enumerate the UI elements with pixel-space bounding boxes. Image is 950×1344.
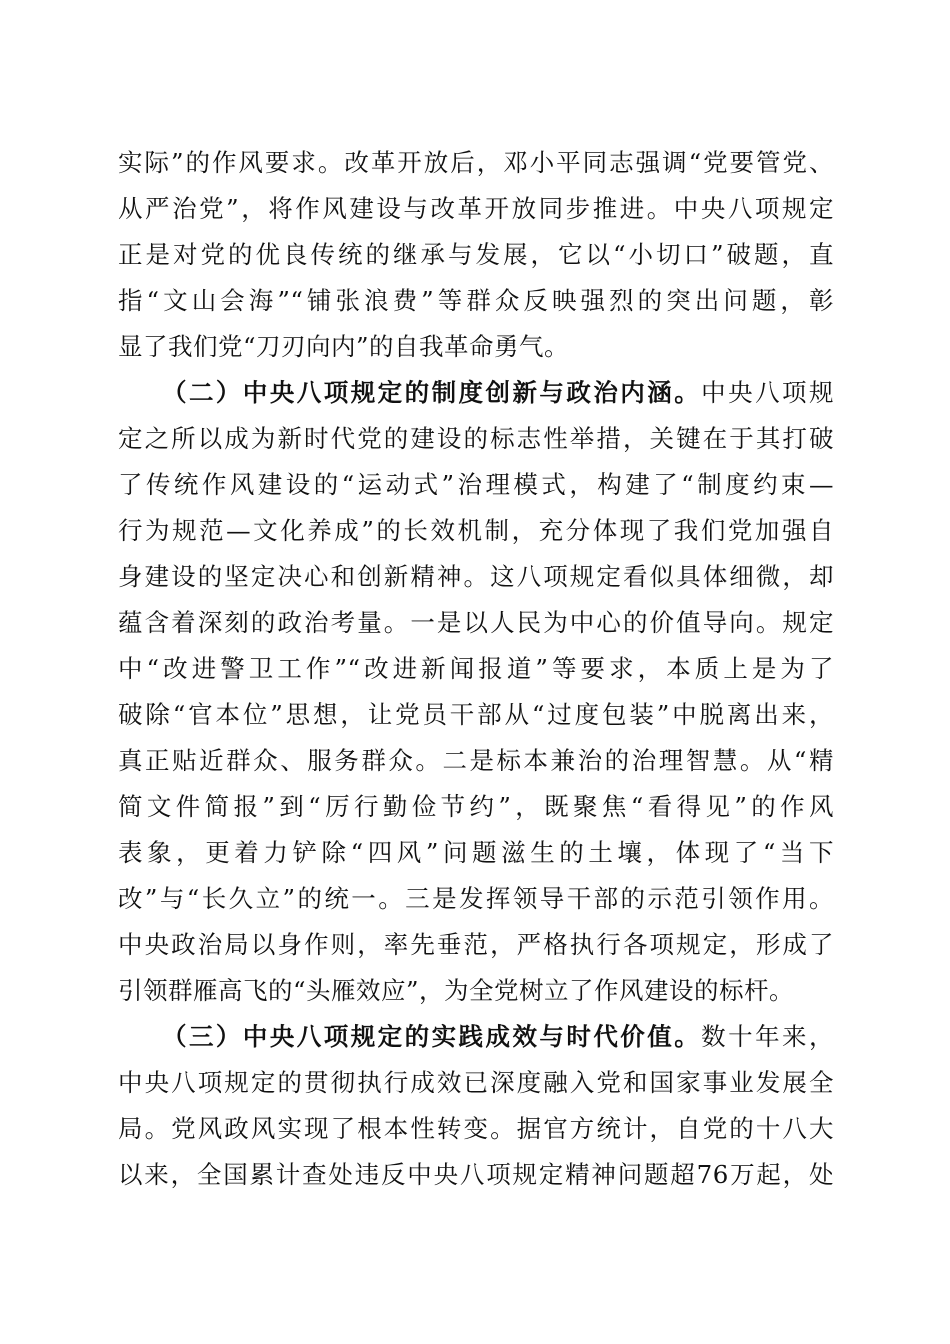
text-line: 中“改进警卫工作”“改进新闻报道”等要求，本质上是为了	[118, 654, 834, 683]
text-line: 行为规范—文化养成”的长效机制，充分体现了我们党加强自	[118, 516, 834, 545]
text-line: 实际”的作风要求。改革开放后，邓小平同志强调“党要管党、	[118, 148, 834, 177]
text-line: 指“文山会海”“铺张浪费”等群众反映强烈的突出问题，彰	[118, 286, 834, 315]
section-heading: （三）中央八项规定的实践成效与时代价值。	[162, 1022, 702, 1051]
text-line: 真正贴近群众、服务群众。二是标本兼治的治理智慧。从“精	[118, 746, 834, 775]
text-line: 局。党风政风实现了根本性转变。据官方统计，自党的十八大	[118, 1114, 834, 1143]
section-heading: （二）中央八项规定的制度创新与政治内涵。	[162, 378, 702, 407]
text-line: 正是对党的优良传统的继承与发展，它以“小切口”破题，直	[118, 240, 834, 269]
text-line: 改”与“长久立”的统一。三是发挥领导干部的示范引领作用。	[118, 884, 834, 913]
text-line	[118, 370, 834, 416]
text-line: 定之所以成为新时代党的建设的标志性举措，关键在于其打破	[118, 424, 834, 453]
paragraph-3	[118, 1014, 834, 1198]
text-line	[118, 1014, 834, 1060]
text-line: 简文件简报”到“厉行勤俭节约”，既聚焦“看得见”的作风	[118, 792, 834, 821]
paragraph-2	[118, 370, 834, 1014]
text-line: 中央政治局以身作则，率先垂范，严格执行各项规定，形成了	[118, 930, 834, 959]
text-line: 表象，更着力铲除“四风”问题滋生的土壤，体现了“当下	[118, 838, 834, 867]
paragraph-1	[118, 140, 834, 370]
text-line: 以来，全国累计查处违反中央八项规定精神问题超76万起，处	[118, 1160, 834, 1189]
body-text	[118, 140, 834, 1198]
text-line: 了传统作风建设的“运动式”治理模式，构建了“制度约束—	[118, 470, 834, 499]
text-line: 从严治党”，将作风建设与改革开放同步推进。中央八项规定	[118, 194, 834, 223]
text-line: 引领群雁高飞的“头雁效应”，为全党树立了作风建设的标杆。	[118, 976, 795, 1005]
text-line: 身建设的坚定决心和创新精神。这八项规定看似具体细微，却	[118, 562, 834, 591]
text-run: 数十年来，	[701, 1022, 835, 1051]
text-line: 显了我们党“刀刃向内”的自我革命勇气。	[118, 332, 570, 361]
text-line: 破除“官本位”思想，让党员干部从“过度包装”中脱离出来，	[118, 700, 834, 729]
text-line: 蕴含着深刻的政治考量。一是以人民为中心的价值导向。规定	[118, 608, 834, 637]
text-line: 中央八项规定的贯彻执行成效已深度融入党和国家事业发展全	[118, 1068, 834, 1097]
text-run: 中央八项规	[701, 378, 835, 407]
